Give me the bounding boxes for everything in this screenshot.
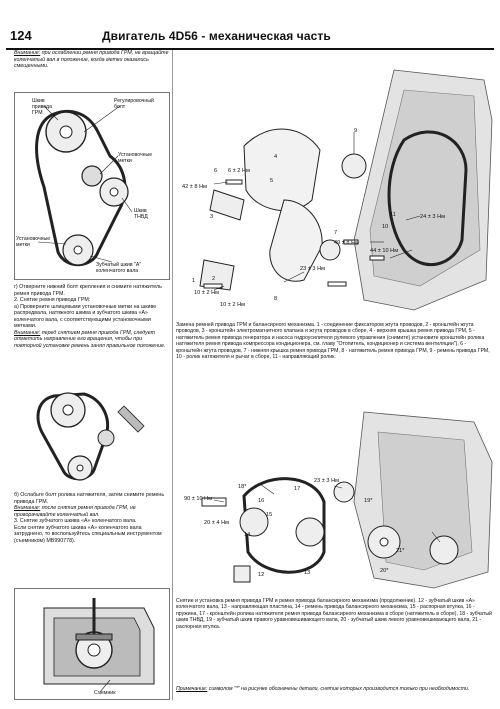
bottom-figure-caption: Снятие и установка ремня привода ГРМ и ремня привода балансирного механизма (продолжение). 12 - зубчатый шкив «А» коленчатого вала, 13 - направляющая пластина, 14 - ремень привода балансирного механизма, 15 - распорная втулка, 16 - пружина, 17 - кронштейн ролика натяжителя ремня привода балансирного механизма в сборе (натяжитель в сборе), 18 - зубчатый шкив ТНВД, 19 - зубчатый шкив правого уравновешивающего вала, 20 - зубчатый шкив левого уравновешивающего вала, 21 - распорная втулка. bbox=[176, 598, 492, 630]
top-figure-caption: Замена ремней привода ГРМ и балансирного механизма. 1 - соединение фиксатором жгута проводов, 2 - кронштейн жгута проводов, 3 - кронштейн электромагнитного клапана и жгута проводов в сборе, 4 - верхняя крышка ремня привода ГРМ, 5 - натяжитель ремня привода генератора и насоса гидроусилителя рулевого управления (снимите) установите кронштейн ролика натяжителя ремня привода компрессора кондиционера, см. главу "Отопитель, кондиционер и система вентиляции"), 6 - кронштейн жгута проводов, 7 - нижняя крышка ремня привода ГРМ, 8 - натяжитель ремня привода ГРМ, 9 - ремень привода ГРМ, 10 - ролик натяжителя и рычаг в сборе, 11 - направляющий ролик. bbox=[176, 322, 490, 361]
page-header bbox=[6, 26, 494, 50]
label-puller: Съемник bbox=[94, 690, 116, 696]
intro-paragraph bbox=[14, 50, 170, 70]
page-title: Двигатель 4D56 - механическая часть bbox=[102, 29, 331, 43]
timing-belt-exploded-view bbox=[174, 50, 496, 318]
label-pulley-3: ГРМ bbox=[32, 110, 43, 116]
callout-24-torque: 24 ± 3 Нм bbox=[420, 214, 445, 220]
label-crank-sprocket-2: коленчатого вала bbox=[96, 268, 139, 274]
step-b-warning-label: Внимание: bbox=[14, 505, 41, 511]
callout-49-torque: 49 ± 8 Нм bbox=[334, 240, 359, 246]
label-pulley-1: Шкив bbox=[32, 98, 45, 104]
bcallout-18: 18* bbox=[238, 484, 247, 490]
label-timing-marks-1: Установочные bbox=[118, 152, 153, 158]
callout-4: 4 bbox=[274, 154, 278, 160]
label-timing-marks-3: Установочные bbox=[16, 236, 51, 242]
label-pulley-2: привода bbox=[32, 104, 52, 110]
callout-3: 3 bbox=[210, 214, 214, 220]
step-2: 2. Снятие ремня привода ГРМ: bbox=[14, 297, 91, 303]
callout-6-torque: 6 ± 2 Нм bbox=[228, 168, 250, 174]
callout-23-torque: 23 ± 3 Нм bbox=[300, 266, 325, 272]
label-injection-pump-1: Шкив bbox=[134, 208, 147, 214]
bcallout-20: 20* bbox=[380, 568, 389, 574]
note-label: Примечание: bbox=[176, 686, 208, 692]
callout-44-torque: 44 ± 10 Нм bbox=[370, 248, 399, 254]
step-warning-text: перед снятием ремня привода ГРМ, следует отметить направление его вращения, чтобы при повторной установке ремень занял правильное положение. bbox=[14, 329, 166, 349]
callout-1: 1 bbox=[192, 278, 196, 284]
step-3: 3. Снятие зубчатого шкива «А» коленчатого вала. bbox=[14, 518, 137, 524]
intro-warning-label: Внимание: bbox=[14, 50, 41, 56]
bcallout-13: 13 bbox=[304, 570, 311, 576]
callout-9: 9 bbox=[354, 128, 358, 134]
label-adjust-bolt-2: болт bbox=[114, 104, 126, 110]
column-divider bbox=[172, 50, 173, 700]
bcallout-90-torque: 90 ± 10 Нм bbox=[184, 496, 213, 502]
label-crank-sprocket-1: Зубчатый шкив "А" bbox=[96, 262, 142, 268]
balancer-belt-figure bbox=[174, 402, 496, 594]
callout-10: 10 bbox=[382, 224, 389, 230]
callout-6: 6 bbox=[214, 168, 218, 174]
page-number: 124 bbox=[10, 28, 32, 43]
bcallout-14: 14 bbox=[244, 532, 251, 538]
step-warning bbox=[14, 330, 170, 350]
callout-42-torque: 42 ± 8 Нм bbox=[182, 184, 207, 190]
callout-2: 2 bbox=[212, 276, 216, 282]
callout-8: 8 bbox=[274, 296, 278, 302]
callout-7: 7 bbox=[334, 230, 338, 236]
bcallout-15: 15 bbox=[266, 512, 273, 518]
bcallout-21: 21* bbox=[396, 548, 405, 554]
callout-10-torque-b: 10 ± 2 Нм bbox=[220, 302, 245, 308]
intro-warning-text: при ослаблении ремня привода ГРМ, не вращайте коленчатый вал в положение, когда метки оказались смещенными. bbox=[14, 50, 169, 69]
step-b-warning-text: после снятия ремня привода ГРМ, не проворачивайте коленчатый вал. bbox=[14, 505, 136, 518]
label-adjust-bolt-1: Регулировочный bbox=[114, 98, 154, 104]
steps-block-2 bbox=[14, 492, 170, 544]
bcallout-12: 12 bbox=[258, 572, 265, 578]
bcallout-17: 17 bbox=[294, 486, 301, 492]
callout-10-torque-a: 10 ± 2 Нм bbox=[194, 290, 219, 296]
step-a: а) Проверните шлицевыми установочные метки на шкиве распредвала, натяжного шкива и зубчатого шкива «А» коленчатого вала, с соответствующими установочными метками. bbox=[14, 303, 157, 329]
bcallout-19: 19* bbox=[364, 498, 373, 504]
puller-figure bbox=[14, 588, 170, 700]
step-warning-label: Внимание: bbox=[14, 329, 41, 336]
callout-5: 5 bbox=[270, 178, 274, 184]
step-g: г) Отверните нижний болт крепления и снимите натяжитель ремня привода ГРМ. bbox=[14, 284, 162, 297]
left-column bbox=[14, 50, 170, 70]
label-timing-marks-4: метки bbox=[16, 242, 30, 248]
bcallout-16: 16 bbox=[258, 498, 265, 504]
step-3-note: Если снятие зубчатого шкива «А» коленчатого вала затруднено, то воспользуйтесь специальным инструментом (съемником) МВ990778). bbox=[14, 524, 162, 544]
step-b: б) Ослабьте болт ролика натяжителя, затем снимите ремень привода ГРМ. bbox=[14, 492, 165, 505]
label-timing-marks-2: метки bbox=[118, 158, 132, 164]
steps-block-1 bbox=[14, 284, 170, 349]
timing-marks-figure bbox=[14, 92, 170, 280]
step-b-warning bbox=[14, 505, 170, 518]
note-paragraph bbox=[176, 686, 492, 692]
bcallout-23-torque: 23 ± 3 Нм bbox=[314, 478, 339, 484]
note-text: символом "*" на рисунке обозначены детали, снятие которых производится только при необходимости. bbox=[207, 686, 470, 692]
label-injection-pump-2: ТНВД bbox=[134, 214, 148, 220]
belt-removal-figure bbox=[14, 376, 170, 486]
bcallout-20-torque: 20 ± 4 Нм bbox=[204, 520, 229, 526]
callout-11: 11 bbox=[390, 212, 396, 218]
